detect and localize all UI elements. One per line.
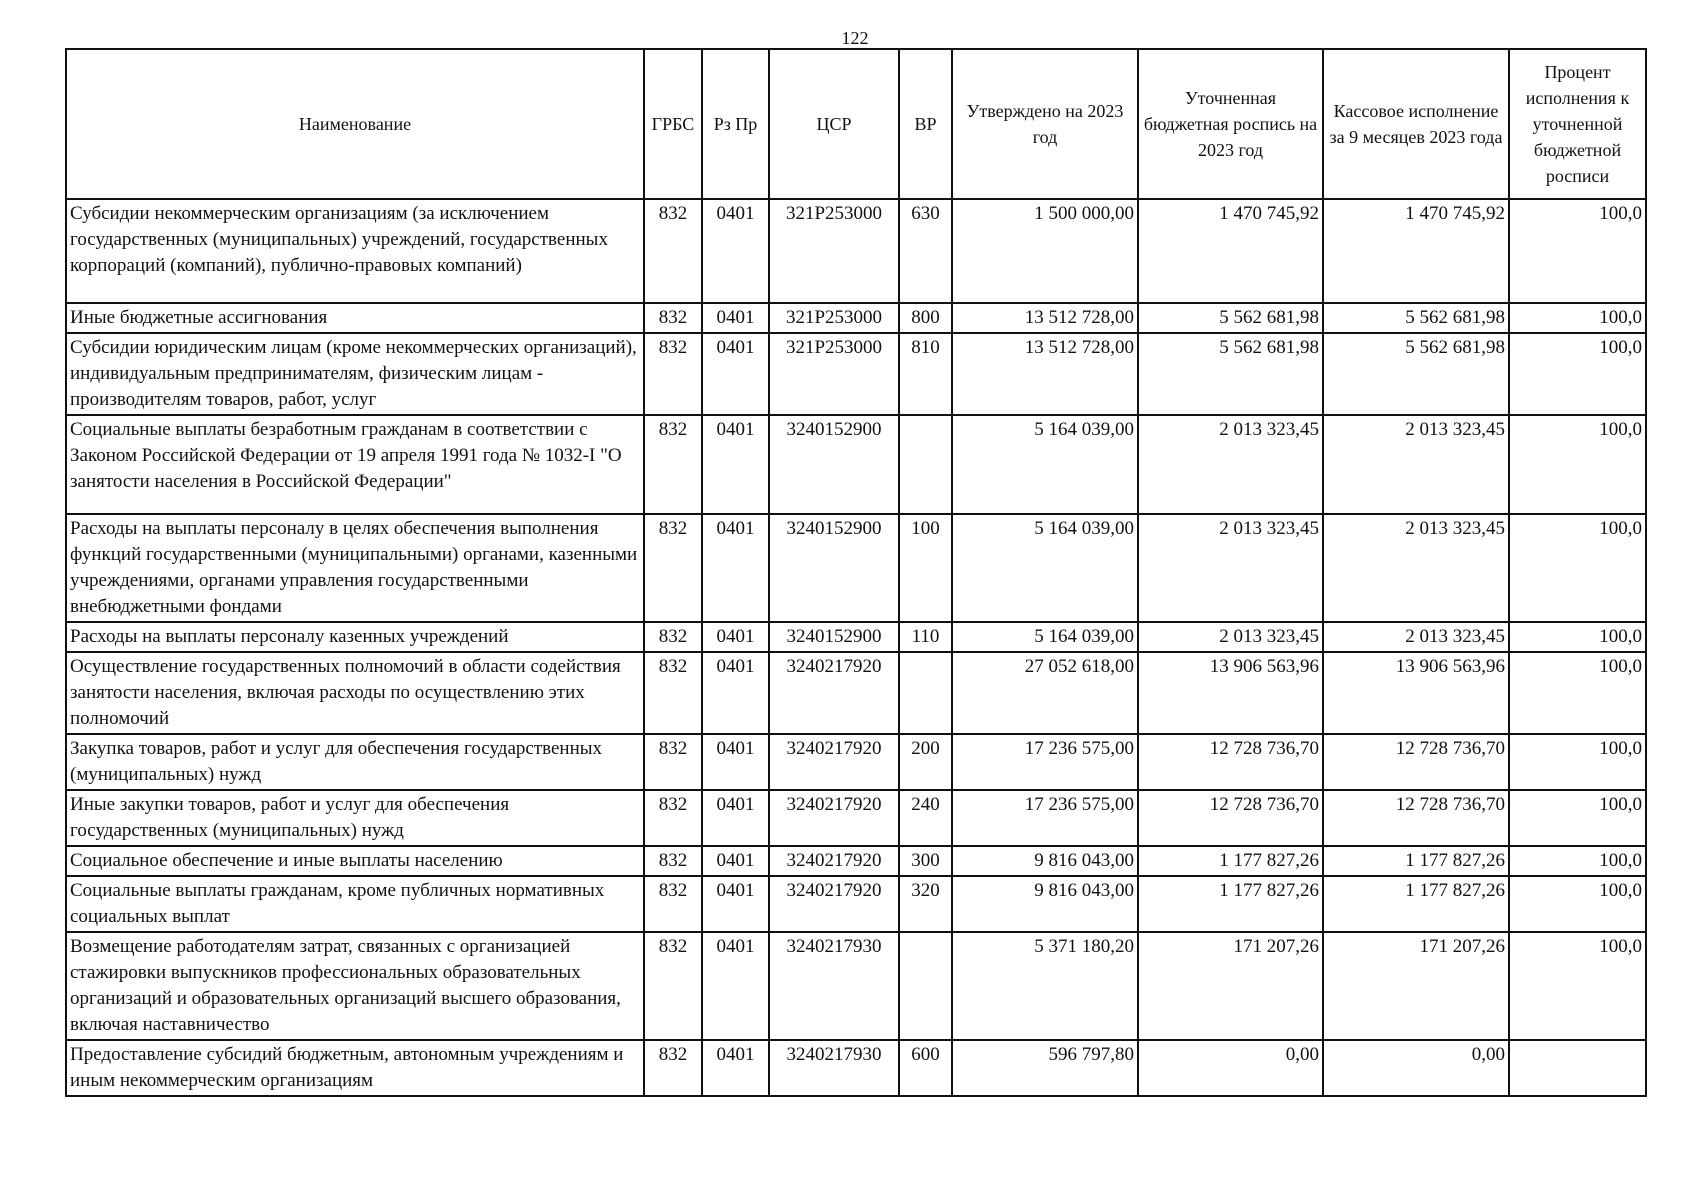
- cell-grbs: 832: [644, 199, 702, 303]
- cell-vr: 110: [899, 622, 952, 652]
- cell-refined: 171 207,26: [1138, 932, 1323, 1040]
- cell-grbs: 832: [644, 652, 702, 734]
- header-approved: Утверждено на 2023 год: [952, 49, 1138, 199]
- cell-refined: 1 470 745,92: [1138, 199, 1323, 303]
- cell-refined: 5 562 681,98: [1138, 333, 1323, 415]
- cell-cash: 2 013 323,45: [1323, 514, 1509, 622]
- cell-csr: 321P253000: [769, 333, 899, 415]
- cell-name: Расходы на выплаты персоналу в целях обеспечения выполнения функций государственными (муниципальными) органами, казенными учреждениями, органами управления государственными внебюджетными фондами: [66, 514, 644, 622]
- budget-table: [65, 48, 1647, 1097]
- table-row: [66, 333, 1646, 415]
- cell-name: Расходы на выплаты персоналу казенных учреждений: [66, 622, 644, 652]
- cell-cash: 2 013 323,45: [1323, 415, 1509, 514]
- cell-vr: [899, 932, 952, 1040]
- cell-rzpr: 0401: [702, 415, 769, 514]
- cell-approved: 13 512 728,00: [952, 303, 1138, 333]
- cell-vr: 200: [899, 734, 952, 790]
- table-row: [66, 514, 1646, 622]
- cell-grbs: 832: [644, 932, 702, 1040]
- table-row: [66, 622, 1646, 652]
- table-row: [66, 790, 1646, 846]
- table-row: [66, 876, 1646, 932]
- header-vr: ВР: [899, 49, 952, 199]
- cell-rzpr: 0401: [702, 333, 769, 415]
- cell-grbs: 832: [644, 734, 702, 790]
- cell-refined: 2 013 323,45: [1138, 514, 1323, 622]
- cell-refined: 2 013 323,45: [1138, 622, 1323, 652]
- cell-rzpr: 0401: [702, 1040, 769, 1096]
- cell-csr: 3240217920: [769, 652, 899, 734]
- cell-vr: 600: [899, 1040, 952, 1096]
- cell-rzpr: 0401: [702, 303, 769, 333]
- cell-csr: 321P253000: [769, 199, 899, 303]
- cell-grbs: 832: [644, 622, 702, 652]
- cell-rzpr: 0401: [702, 514, 769, 622]
- header-csr: ЦСР: [769, 49, 899, 199]
- cell-vr: 800: [899, 303, 952, 333]
- cell-grbs: 832: [644, 303, 702, 333]
- cell-rzpr: 0401: [702, 790, 769, 846]
- cell-name: Социальные выплаты гражданам, кроме публичных нормативных социальных выплат: [66, 876, 644, 932]
- cell-approved: 5 164 039,00: [952, 514, 1138, 622]
- cell-csr: 3240217920: [769, 846, 899, 876]
- cell-approved: 17 236 575,00: [952, 790, 1138, 846]
- table-row: [66, 199, 1646, 303]
- cell-percent: 100,0: [1509, 199, 1646, 303]
- cell-grbs: 832: [644, 514, 702, 622]
- cell-vr: 320: [899, 876, 952, 932]
- cell-name: Предоставление субсидий бюджетным, автономным учреждениям и иным некоммерческим организациям: [66, 1040, 644, 1096]
- header-cash: Кассовое исполнение за 9 месяцев 2023 года: [1323, 49, 1509, 199]
- cell-percent: 100,0: [1509, 333, 1646, 415]
- cell-cash: 12 728 736,70: [1323, 790, 1509, 846]
- table-row: [66, 415, 1646, 514]
- cell-percent: 100,0: [1509, 876, 1646, 932]
- cell-approved: 5 164 039,00: [952, 415, 1138, 514]
- header-grbs: ГРБС: [644, 49, 702, 199]
- table-row: [66, 1040, 1646, 1096]
- cell-csr: 3240217920: [769, 734, 899, 790]
- cell-cash: 12 728 736,70: [1323, 734, 1509, 790]
- cell-cash: 5 562 681,98: [1323, 303, 1509, 333]
- cell-csr: 3240152900: [769, 514, 899, 622]
- cell-percent: 100,0: [1509, 846, 1646, 876]
- cell-name: Возмещение работодателям затрат, связанных с организацией стажировки выпускников профессиональных образовательных организаций и образовательных организаций высшего образования, включая наставничество: [66, 932, 644, 1040]
- cell-csr: 3240217920: [769, 790, 899, 846]
- cell-refined: 5 562 681,98: [1138, 303, 1323, 333]
- cell-refined: 1 177 827,26: [1138, 846, 1323, 876]
- cell-approved: 5 371 180,20: [952, 932, 1138, 1040]
- cell-vr: 630: [899, 199, 952, 303]
- page-number: 122: [841, 28, 869, 48]
- cell-approved: 5 164 039,00: [952, 622, 1138, 652]
- cell-refined: 12 728 736,70: [1138, 790, 1323, 846]
- cell-name: Иные бюджетные ассигнования: [66, 303, 644, 333]
- cell-rzpr: 0401: [702, 652, 769, 734]
- table-body: [66, 199, 1646, 1096]
- cell-refined: 0,00: [1138, 1040, 1323, 1096]
- cell-percent: 100,0: [1509, 415, 1646, 514]
- header-row: [66, 49, 1646, 199]
- cell-vr: [899, 415, 952, 514]
- cell-percent: 100,0: [1509, 734, 1646, 790]
- table-row: [66, 846, 1646, 876]
- header-refined: Уточненная бюджетная роспись на 2023 год: [1138, 49, 1323, 199]
- cell-percent: 100,0: [1509, 303, 1646, 333]
- cell-approved: 9 816 043,00: [952, 876, 1138, 932]
- cell-approved: 596 797,80: [952, 1040, 1138, 1096]
- cell-approved: 13 512 728,00: [952, 333, 1138, 415]
- cell-approved: 27 052 618,00: [952, 652, 1138, 734]
- cell-csr: 321P253000: [769, 303, 899, 333]
- table-row: [66, 652, 1646, 734]
- cell-name: Субсидии некоммерческим организациям (за исключением государственных (муниципальных) учреждений, государственных корпораций (компаний), публично-правовых компаний): [66, 199, 644, 303]
- table-row: [66, 932, 1646, 1040]
- cell-refined: 1 177 827,26: [1138, 876, 1323, 932]
- cell-percent: 100,0: [1509, 622, 1646, 652]
- cell-csr: 3240217930: [769, 932, 899, 1040]
- cell-cash: 0,00: [1323, 1040, 1509, 1096]
- cell-cash: 1 177 827,26: [1323, 876, 1509, 932]
- cell-refined: 2 013 323,45: [1138, 415, 1323, 514]
- cell-cash: 5 562 681,98: [1323, 333, 1509, 415]
- cell-rzpr: 0401: [702, 876, 769, 932]
- cell-csr: 3240152900: [769, 622, 899, 652]
- cell-csr: 3240152900: [769, 415, 899, 514]
- cell-csr: 3240217930: [769, 1040, 899, 1096]
- cell-grbs: 832: [644, 333, 702, 415]
- cell-rzpr: 0401: [702, 932, 769, 1040]
- table-row: [66, 734, 1646, 790]
- table-row: [66, 303, 1646, 333]
- cell-vr: 100: [899, 514, 952, 622]
- cell-vr: 300: [899, 846, 952, 876]
- cell-cash: 1 470 745,92: [1323, 199, 1509, 303]
- cell-cash: 171 207,26: [1323, 932, 1509, 1040]
- cell-name: Иные закупки товаров, работ и услуг для обеспечения государственных (муниципальных) нужд: [66, 790, 644, 846]
- cell-percent: 100,0: [1509, 652, 1646, 734]
- cell-percent: [1509, 1040, 1646, 1096]
- cell-grbs: 832: [644, 415, 702, 514]
- cell-vr: 810: [899, 333, 952, 415]
- cell-percent: 100,0: [1509, 790, 1646, 846]
- header-rzpr: Рз Пр: [702, 49, 769, 199]
- cell-rzpr: 0401: [702, 622, 769, 652]
- cell-rzpr: 0401: [702, 734, 769, 790]
- cell-grbs: 832: [644, 846, 702, 876]
- cell-grbs: 832: [644, 876, 702, 932]
- cell-refined: 13 906 563,96: [1138, 652, 1323, 734]
- cell-vr: [899, 652, 952, 734]
- cell-name: Социальное обеспечение и иные выплаты населению: [66, 846, 644, 876]
- cell-cash: 13 906 563,96: [1323, 652, 1509, 734]
- cell-csr: 3240217920: [769, 876, 899, 932]
- cell-vr: 240: [899, 790, 952, 846]
- cell-rzpr: 0401: [702, 846, 769, 876]
- cell-grbs: 832: [644, 790, 702, 846]
- cell-percent: 100,0: [1509, 932, 1646, 1040]
- cell-approved: 9 816 043,00: [952, 846, 1138, 876]
- cell-percent: 100,0: [1509, 514, 1646, 622]
- cell-name: Субсидии юридическим лицам (кроме некоммерческих организаций), индивидуальным предпринимателям, физическим лицам - производителям товаров, работ, услуг: [66, 333, 644, 415]
- cell-name: Закупка товаров, работ и услуг для обеспечения государственных (муниципальных) нужд: [66, 734, 644, 790]
- header-percent: Процент исполнения к уточненной бюджетной росписи: [1509, 49, 1646, 199]
- cell-grbs: 832: [644, 1040, 702, 1096]
- cell-cash: 2 013 323,45: [1323, 622, 1509, 652]
- cell-approved: 17 236 575,00: [952, 734, 1138, 790]
- cell-cash: 1 177 827,26: [1323, 846, 1509, 876]
- cell-refined: 12 728 736,70: [1138, 734, 1323, 790]
- cell-name: Осуществление государственных полномочий в области содействия занятости населения, включая расходы по осуществлению этих полномочий: [66, 652, 644, 734]
- cell-rzpr: 0401: [702, 199, 769, 303]
- cell-approved: 1 500 000,00: [952, 199, 1138, 303]
- header-name: Наименование: [66, 49, 644, 199]
- cell-name: Социальные выплаты безработным гражданам в соответствии с Законом Российской Федерации от 19 апреля 1991 года № 1032-I "О занятости населения в Российской Федерации": [66, 415, 644, 514]
